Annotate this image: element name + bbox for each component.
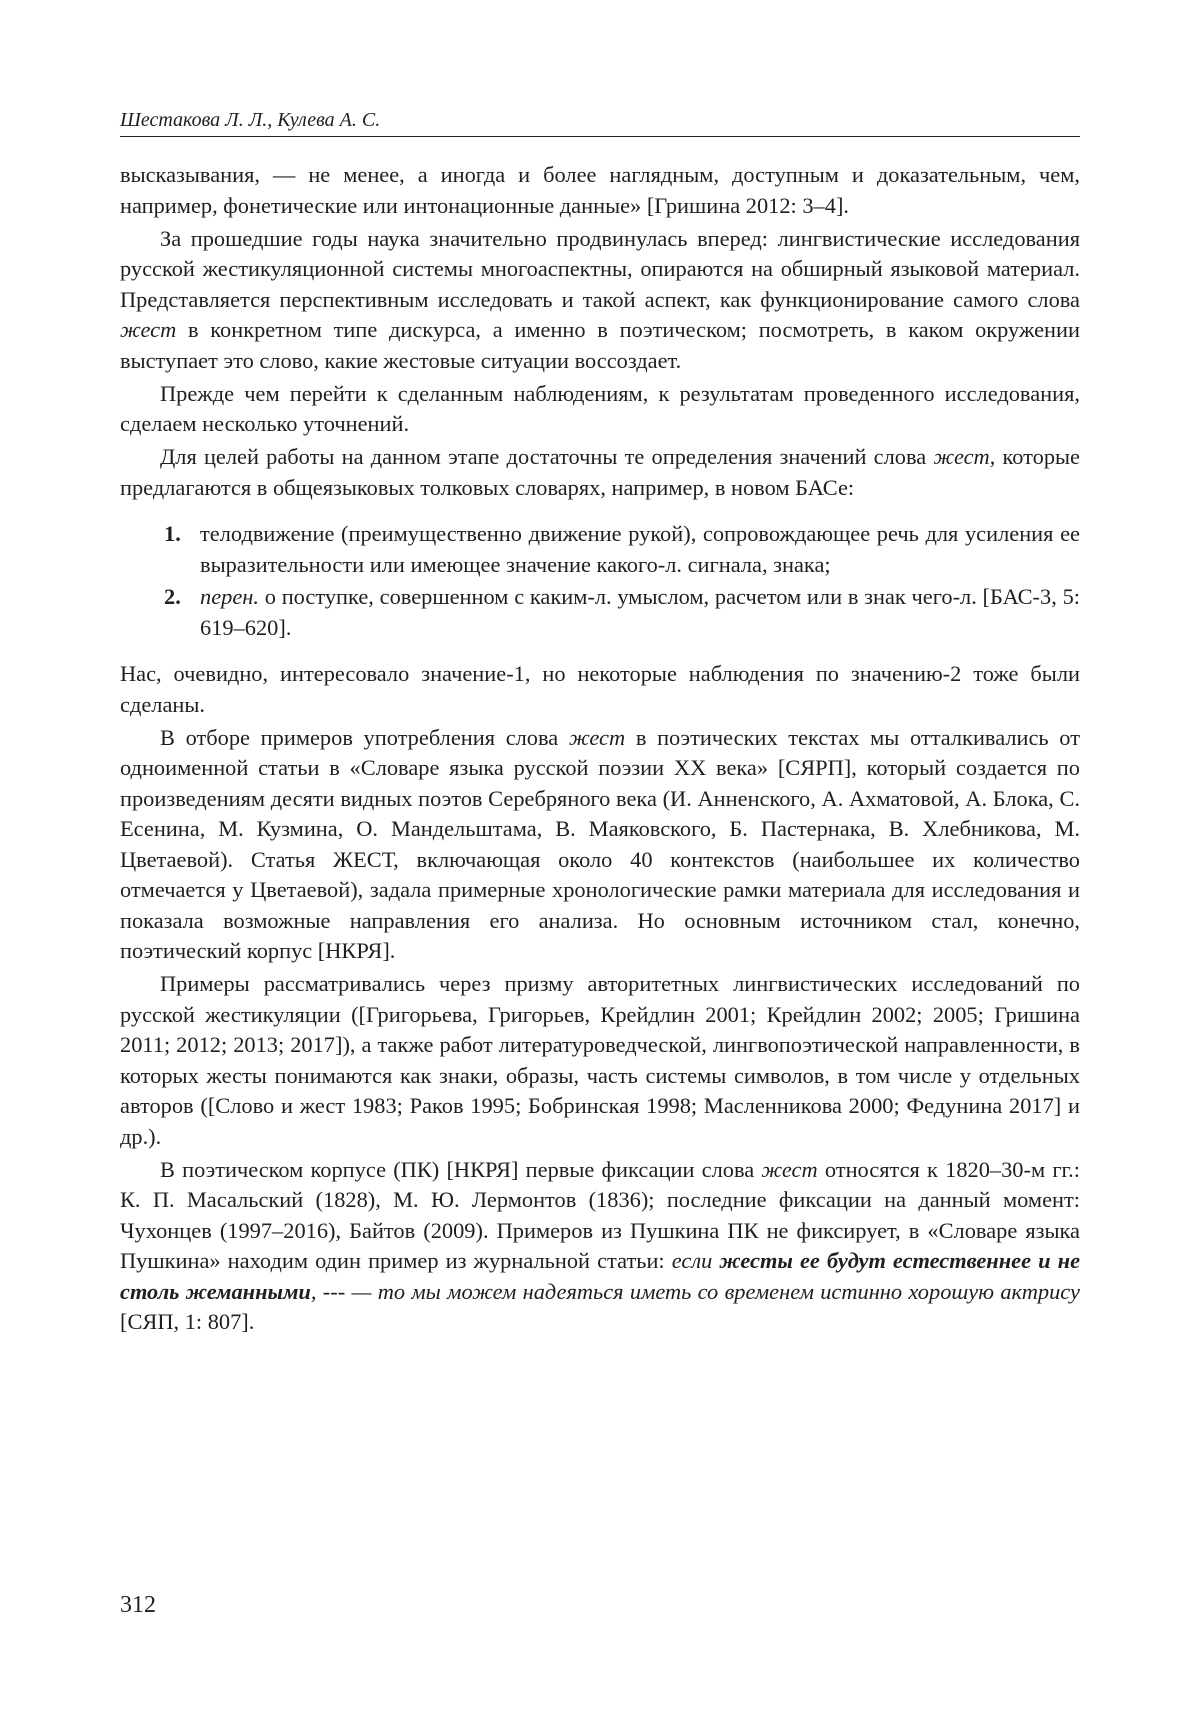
paragraph-research-progress (120, 224, 1080, 377)
paragraph-source-selection (120, 723, 1080, 967)
definition-text: телодвижение (преимущественно движение рукой), сопровождающее речь для усиления ее выразительности или имеющее значение какого-л. сигнала, знака; (200, 521, 1080, 577)
definition-text: о поступке, совершенном с каким-л. умыслом, расчетом или в знак чего-л. [БАС-3, 5: 619–620]. (200, 584, 1080, 640)
text-span: , которые предлагаются в общеязыковых толковых словарях, например, в новом БАСе: (120, 444, 1080, 500)
italic-term: жест (120, 317, 177, 342)
paragraph-research-prism: Примеры рассматривались через призму авторитетных лингвистических исследований по русской жестикуляции ([Григорьева, Григорьев, Крейдлин 2001; Крейдлин 2002; 2005; Гришина 2011; 2012; 2013; 2017]), а также работ литературоведческой, лингвопоэтической направленности, в которых жесты понимаются как знаки, образы, часть системы символов, в том числе у отдельных авторов ([Слово и жест 1983; Раков 1995; Бобринская 1998; Масленникова 2000; Федунина 2017] и др.). (120, 971, 1080, 1149)
article-body (120, 160, 1080, 1338)
text-span: В поэтическом корпусе (ПК) [НКРЯ] первые фиксации слова (160, 1156, 762, 1182)
text-span: в конкретном типе дискурса, а именно в поэтическом; посмотреть, в каком окружении выступает это слово, какие жестовые ситуации воссоздает. (120, 317, 1080, 373)
italic-term: жест (761, 1156, 818, 1182)
text-span: В отборе примеров употребления слова (160, 724, 569, 750)
header-rule (120, 136, 1080, 137)
paragraph-definitions-intro (120, 442, 1080, 503)
paragraph-clarifications: Прежде чем перейти к сделанным наблюдениям, к результатам проведенного исследования, сделаем несколько уточнений. (120, 380, 1080, 436)
bold-italic-quote: жесты ее будут естественнее и не столь жеманными (120, 1248, 1081, 1304)
paragraph-meanings: Нас, очевидно, интересовало значение-1, но некоторые наблюдения по значению-2 тоже были сделаны. (120, 661, 1080, 717)
italic-term: жест (568, 724, 626, 750)
definitions-list (120, 519, 1080, 643)
text-span: Для целей работы на данном этапе достаточны те определения значений слова (160, 444, 934, 469)
paragraph-poetic-corpus (120, 1155, 1080, 1338)
definition-number: 1. (164, 521, 181, 546)
text-span: относятся к 1820–30-м гг.: К. П. Масальский (1828), М. Ю. Лермонтов (1836); последние фиксации на данный момент: Чухонцев (1997–2016), Байтов (2009). Примеров из Пушкина ПК не фиксирует, в «Словаре языка Пушкина» находим один пример из журнальной статьи: (120, 1156, 1080, 1273)
definition-item (120, 582, 1080, 643)
running-header: Шестакова Л. Л., Кулева А. С. (120, 109, 381, 131)
page-number: 312 (120, 1592, 156, 1618)
text-span: в поэтических текстах мы отталкивались от одноименной статьи в «Словаре языка русской поэзии XX века» [СЯРП], который создается по произведениям десяти видных поэтов Серебряного века (И. Анненского, А. Ахматовой, А. Блока, С. Есенина, М. Кузмина, О. Мандельштама, В. Маяковского, Б. Пастернака, В. Хлебникова, М. Цветаевой). Статья ЖЕСТ, включающая около 40 контекстов (наибольшее их количество отмечается у Цветаевой), задала примерные хронологические рамки материала для исследования и показала возможные направления его анализа. Но основным источником стал, конечно, поэтический корпус [НКРЯ]. (120, 724, 1080, 963)
definition-item (120, 519, 1080, 580)
text-span: За прошедшие годы наука значительно продвинулась вперед: лингвистические исследования русской жестикуляционной системы многоаспектны, опираются на обширный языковой материал. Представляется перспективным исследовать и такой аспект, как функционирование самого слова (120, 225, 1080, 312)
italic-quote: если (671, 1248, 720, 1273)
italic-quote: , --- — то мы можем надеяться иметь со временем истинно хорошую актрису (310, 1278, 1080, 1304)
definition-number: 2. (164, 584, 181, 609)
definition-label: перен. (200, 584, 259, 609)
citation: [СЯП, 1: 807]. (120, 1309, 255, 1334)
paragraph-continuation: высказывания, — не менее, а иногда и более наглядным, доступным и доказательным, чем, например, фонетические или интонационные данные» [Гришина 2012: 3–4]. (120, 162, 1080, 218)
italic-term: жест (933, 444, 990, 469)
